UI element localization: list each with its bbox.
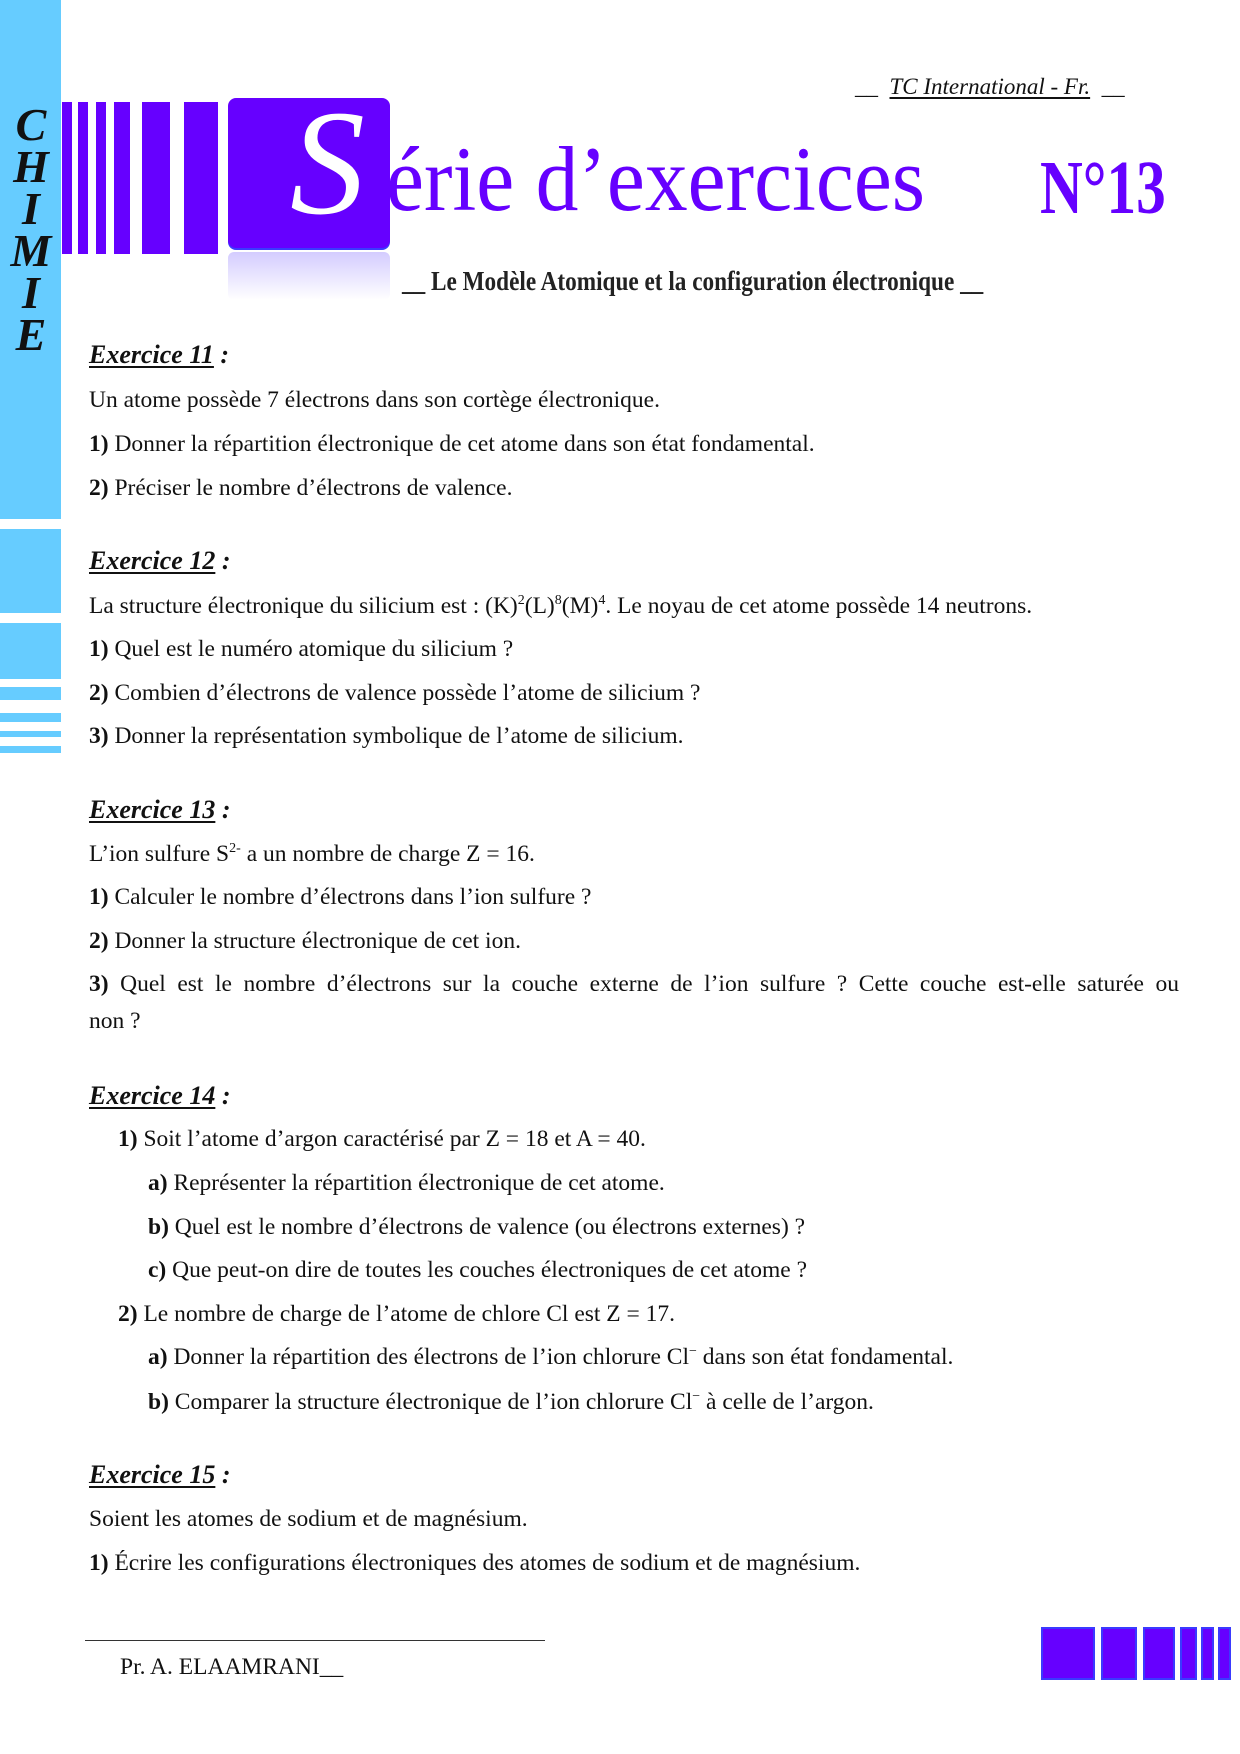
decor-bar bbox=[184, 102, 218, 254]
exercise-line bbox=[89, 1552, 860, 1576]
exercise-line bbox=[89, 930, 521, 954]
exercise-line bbox=[148, 1346, 953, 1370]
line-text: Donner la répartition électronique de cet atome dans son état fondamental. bbox=[108, 431, 815, 457]
line-text: Écrire les configurations électroniques des atomes de sodium et de magnésium. bbox=[108, 1550, 861, 1576]
line-text: L’ion sulfure S bbox=[89, 841, 230, 867]
line-text: Donner la structure électronique de cet ion. bbox=[108, 928, 521, 954]
line-text: Comparer la structure électronique de l’ion chlorure Cl bbox=[168, 1389, 693, 1415]
class-label bbox=[855, 74, 1125, 100]
line-text: La structure électronique du silicium est : (K) bbox=[89, 593, 518, 619]
heading-text: Exercice 11 bbox=[89, 340, 214, 369]
item-number: 2) bbox=[89, 928, 109, 954]
colon: : bbox=[215, 795, 231, 824]
exercise-line bbox=[89, 638, 513, 662]
sidebar-block bbox=[0, 529, 61, 613]
exercise-line bbox=[89, 477, 512, 501]
exercise-line bbox=[148, 1391, 874, 1415]
superscript: − bbox=[688, 1344, 697, 1359]
letter: C bbox=[15, 99, 47, 150]
series-number: N°13 bbox=[1040, 146, 1166, 230]
line-text: Calculer le nombre d’électrons dans l’ion sulfure ? bbox=[108, 884, 592, 910]
class-name: TC International - Fr. bbox=[889, 74, 1091, 99]
colon: : bbox=[213, 340, 230, 369]
exercise-line bbox=[89, 595, 1032, 619]
letter: H bbox=[13, 141, 49, 192]
decor-bar bbox=[114, 102, 130, 254]
superscript: 4 bbox=[598, 593, 606, 608]
heading-text: Exercice 14 bbox=[89, 1081, 216, 1110]
item-number: b) bbox=[148, 1389, 169, 1415]
decor-bar bbox=[1182, 1629, 1195, 1678]
line-text: Représenter la répartition électronique de cet atome. bbox=[167, 1170, 665, 1196]
letter: M bbox=[10, 225, 52, 276]
item-number: a) bbox=[148, 1344, 168, 1370]
line-text: Un atome possède 7 électrons dans son cortège électronique. bbox=[89, 387, 660, 413]
exercise-line bbox=[89, 433, 815, 457]
footer-divider bbox=[85, 1640, 545, 1641]
sidebar-stripe bbox=[0, 746, 61, 753]
item-number: 2) bbox=[89, 475, 109, 501]
sidebar-stripe bbox=[0, 731, 61, 737]
exercise-heading bbox=[89, 1083, 231, 1109]
line-text: (M) bbox=[561, 593, 599, 619]
exercise-heading bbox=[89, 342, 229, 368]
exercise-heading bbox=[89, 797, 231, 823]
line-text: . Le noyau de cet atome possède 14 neutrons. bbox=[605, 593, 1033, 619]
exercise-line bbox=[89, 1508, 528, 1532]
item-number: a) bbox=[148, 1170, 168, 1196]
author: Pr. A. ELAAMRANI__ bbox=[120, 1654, 344, 1680]
line-text: à celle de l’argon. bbox=[700, 1389, 874, 1415]
decor-bar bbox=[1203, 1629, 1212, 1678]
heading-text: Exercice 13 bbox=[89, 795, 216, 824]
item-number: c) bbox=[148, 1257, 167, 1283]
exercise-line bbox=[89, 973, 1179, 997]
line-text: Combien d’électrons de valence possède l’atome de silicium ? bbox=[108, 680, 701, 706]
superscript: 2- bbox=[229, 841, 241, 856]
heading-text: Exercice 15 bbox=[89, 1460, 216, 1489]
line-text: Donner la répartition des électrons de l’ion chlorure Cl bbox=[167, 1344, 689, 1370]
decor-bar bbox=[78, 102, 88, 254]
line-text: Soit l’atome d’argon caractérisé par Z = 18 et A = 40. bbox=[137, 1126, 646, 1152]
line-text: Quel est le nombre d’électrons sur la couche externe de l’ion sulfure ? Cette couche est-elle saturée ou bbox=[108, 971, 1179, 997]
sidebar-block bbox=[0, 623, 61, 679]
sidebar-stripe bbox=[0, 687, 61, 700]
line-text: Quel est le numéro atomique du silicium ? bbox=[108, 636, 514, 662]
item-number: 1) bbox=[89, 1550, 109, 1576]
title-box-reflection bbox=[228, 252, 390, 300]
decor-bar bbox=[1220, 1629, 1229, 1678]
exercise-line bbox=[148, 1216, 805, 1240]
line-text: (L) bbox=[524, 593, 555, 619]
item-number: 3) bbox=[89, 971, 109, 997]
decor-bar bbox=[1145, 1629, 1173, 1678]
exercise-line bbox=[89, 886, 591, 910]
line-text: Préciser le nombre d’électrons de valence. bbox=[108, 475, 513, 501]
line-text: Soient les atomes de sodium et de magnésium. bbox=[89, 1506, 528, 1532]
superscript: 8 bbox=[554, 593, 562, 608]
exercise-line bbox=[89, 725, 684, 749]
exercise-line bbox=[89, 1010, 141, 1034]
superscript: − bbox=[692, 1389, 701, 1404]
line-text: Le nombre de charge de l’atome de chlore Cl est Z = 17. bbox=[137, 1301, 676, 1327]
decor-bar bbox=[1043, 1629, 1093, 1678]
colon: : bbox=[215, 546, 231, 575]
letter: I bbox=[22, 183, 40, 234]
subtitle: __ Le Modèle Atomique et la configuration électronique __ bbox=[402, 266, 984, 296]
item-number: 3) bbox=[89, 723, 109, 749]
item-number: 2) bbox=[118, 1301, 138, 1327]
line-text: dans son état fondamental. bbox=[696, 1344, 954, 1370]
item-number: 1) bbox=[89, 884, 109, 910]
heading-text: Exercice 12 bbox=[89, 546, 216, 575]
exercise-heading bbox=[89, 548, 231, 574]
item-number: b) bbox=[148, 1214, 169, 1240]
letter: E bbox=[15, 309, 47, 360]
class-suffix: __ bbox=[1101, 74, 1125, 99]
line-text: non ? bbox=[89, 1008, 141, 1034]
exercise-line bbox=[148, 1259, 807, 1283]
sidebar-stripe bbox=[0, 713, 61, 722]
exercise-line bbox=[89, 389, 660, 413]
colon: : bbox=[215, 1081, 231, 1110]
decor-bar bbox=[142, 102, 170, 254]
letter: I bbox=[22, 267, 40, 318]
line-text: Que peut-on dire de toutes les couches électroniques de cet atome ? bbox=[166, 1257, 808, 1283]
exercise-line bbox=[89, 682, 700, 706]
exercise-line bbox=[89, 843, 535, 867]
exercise-line bbox=[118, 1303, 675, 1327]
superscript: 2 bbox=[517, 593, 525, 608]
title-initial: S bbox=[290, 80, 365, 246]
exercise-line bbox=[118, 1128, 646, 1152]
page-title: érie d’exercices bbox=[386, 128, 926, 230]
decor-bar bbox=[62, 102, 72, 254]
colon: : bbox=[215, 1460, 231, 1489]
line-text: Donner la représentation symbolique de l’atome de silicium. bbox=[108, 723, 684, 749]
item-number: 1) bbox=[89, 636, 109, 662]
decor-bar bbox=[1103, 1629, 1135, 1678]
exercise-heading bbox=[89, 1462, 231, 1488]
line-text: a un nombre de charge Z = 16. bbox=[240, 841, 535, 867]
exercise-line bbox=[148, 1172, 665, 1196]
item-number: 1) bbox=[118, 1126, 138, 1152]
line-text: Quel est le nombre d’électrons de valence (ou électrons externes) ? bbox=[168, 1214, 806, 1240]
decor-bar bbox=[96, 102, 106, 254]
item-number: 2) bbox=[89, 680, 109, 706]
class-prefix: __ bbox=[855, 74, 878, 99]
item-number: 1) bbox=[89, 431, 109, 457]
subject-vertical-label bbox=[6, 99, 56, 360]
